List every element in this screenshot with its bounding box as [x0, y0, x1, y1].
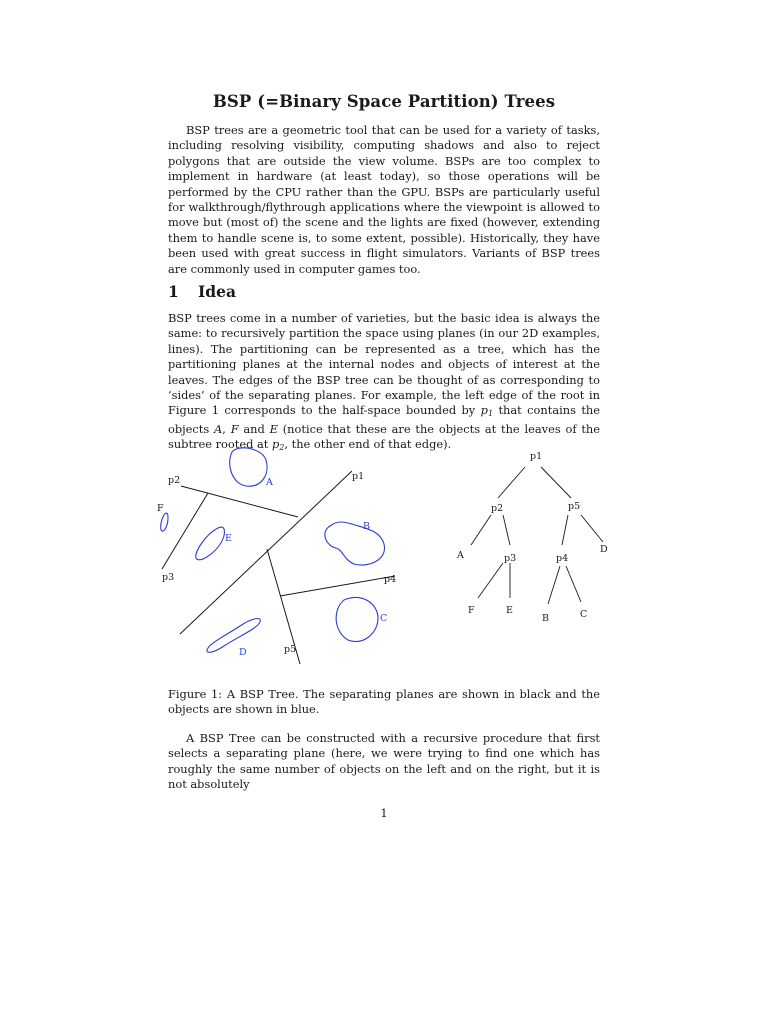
- tree-leaf-c: C: [580, 609, 588, 620]
- tree-node-p2: p2: [491, 503, 504, 514]
- object-c-label: C: [380, 613, 388, 624]
- section-heading: [168, 282, 236, 301]
- idea-text-a: BSP trees come in a number of varieties, but the basic idea is always the same: to recursively partition the space using planes (in our 2D examples, lines). The partitioning can be represented as a tree, which has the partitioning planes at the internal nodes and objects of interest at the leaves. The edges of the BSP tree can be thought of as corresponding to ‘sides’ of the separating planes. For example, the left edge of the root in Figure 1 corresponds to the half-space bounded by: [168, 311, 600, 418]
- tree-leaf-f: F: [468, 605, 475, 616]
- tree-leaf-d: D: [600, 544, 608, 555]
- tree-leaf-e: E: [506, 605, 513, 616]
- plane-p2-label: p2: [168, 475, 181, 486]
- plane-p4-line: [280, 576, 395, 596]
- bsp-figure-svg: [148, 442, 628, 672]
- tree-leaf-a: A: [457, 550, 464, 561]
- tree-node-p3: p3: [504, 553, 517, 564]
- intro-paragraph: [168, 123, 600, 277]
- plane-p5-label: p5: [284, 644, 297, 655]
- plane-p3-line: [162, 493, 208, 569]
- section-title: Idea: [198, 282, 236, 301]
- tree-leaf-b: B: [542, 613, 549, 624]
- edge-p3-f: [478, 563, 503, 598]
- idea-text-d: , the other end of that edge).: [284, 437, 452, 452]
- construction-text: A BSP Tree can be constructed with a recursive procedure that first selects a separating plane (here, we were trying to find one which has roughly the same number of objects on the left and on the right, but it is not absolutely: [168, 731, 600, 792]
- partition-lines: [162, 471, 395, 664]
- object-b-shape: [325, 522, 385, 565]
- edge-p2-a: [471, 515, 491, 545]
- edge-p1-p5: [541, 467, 571, 498]
- object-a-ref: A: [214, 421, 223, 436]
- edge-p1-p2: [498, 467, 525, 498]
- object-e-shape: [196, 527, 225, 560]
- idea-text-b: that contains the objects: [168, 403, 600, 436]
- plane-p1-line: [180, 471, 352, 634]
- plane-p1-label: p1: [352, 471, 365, 482]
- intro-text: BSP trees are a geometric tool that can be used for a variety of tasks, including resolving visibility, computing shadows and also to reject polygons that are outside the view volume. BSPs are too complex to implement in hardware (at least today), so those operations will be performed by the CPU rather than the GPU. BSPs are particularly useful for walkthrough/flythrough applications where the viewpoint is allowed to move but (most of) the scene and the lights are fixed (however, extending them to handle scene is, to some extent, possible). Historically, they have been used with great success in flight simulators. Variants of BSP trees are commonly used in computer games too.: [168, 123, 600, 276]
- edge-p5-d: [581, 515, 603, 542]
- object-e-ref: E: [269, 421, 278, 436]
- object-d-shape: [207, 619, 260, 653]
- edge-p2-p3: [503, 515, 510, 545]
- edge-p4-b: [548, 566, 560, 604]
- plane-p3-label: p3: [162, 572, 175, 583]
- section-number: 1: [168, 282, 179, 301]
- plane-p2-line: [181, 486, 298, 517]
- figure-1: [148, 442, 628, 672]
- tree-node-p1: p1: [530, 451, 543, 462]
- page-number: 1: [380, 806, 388, 820]
- tree-node-p5: p5: [568, 501, 581, 512]
- p2-symbol: $p_2$: [271, 437, 285, 453]
- tree-node-p4: p4: [556, 553, 569, 564]
- edge-p4-c: [566, 566, 581, 602]
- plane-p4-label: p4: [384, 574, 397, 585]
- figure-caption: Figure 1: A BSP Tree. The separating planes are shown in black and the objects are shown in blue.: [168, 687, 600, 717]
- object-f-ref: F: [230, 421, 239, 436]
- construction-paragraph: [168, 731, 600, 793]
- object-a-label: A: [266, 477, 273, 488]
- object-f-shape: [161, 513, 168, 531]
- object-a-shape: [230, 448, 267, 486]
- idea-text-c: (notice that these are the objects at the leaves of the subtree rooted at: [168, 421, 600, 452]
- tree-edges: [471, 467, 603, 604]
- object-c-shape: [336, 597, 378, 641]
- page-title: BSP (=Binary Space Partition) Trees: [212, 92, 556, 111]
- edge-p5-p4: [562, 515, 568, 545]
- object-f-label: F: [157, 503, 164, 514]
- object-b-label: B: [363, 521, 370, 532]
- object-e-label: E: [225, 533, 232, 544]
- object-d-label: D: [239, 647, 247, 658]
- idea-paragraph: BSP trees come in a number of varieties, but the basic idea is always the same: to recursively partition the space using planes (in our 2D examples, lines). The partitioning can be represented as a tree, which has the partitioning planes at the internal nodes and objects of interest at the leaves. The edges of the BSP tree can be thought of as corresponding to ‘sides’ of the separating planes. For example, the left edge of the root in Figure 1 corresponds to the half-space bounded by $p_1$ that contains the objects A, F and E (notice that these are the objects at the leaves of the subtree rooted at $p_2$, the other end of that edge).: [168, 311, 600, 453]
- p1-symbol: $p_1$: [480, 403, 494, 419]
